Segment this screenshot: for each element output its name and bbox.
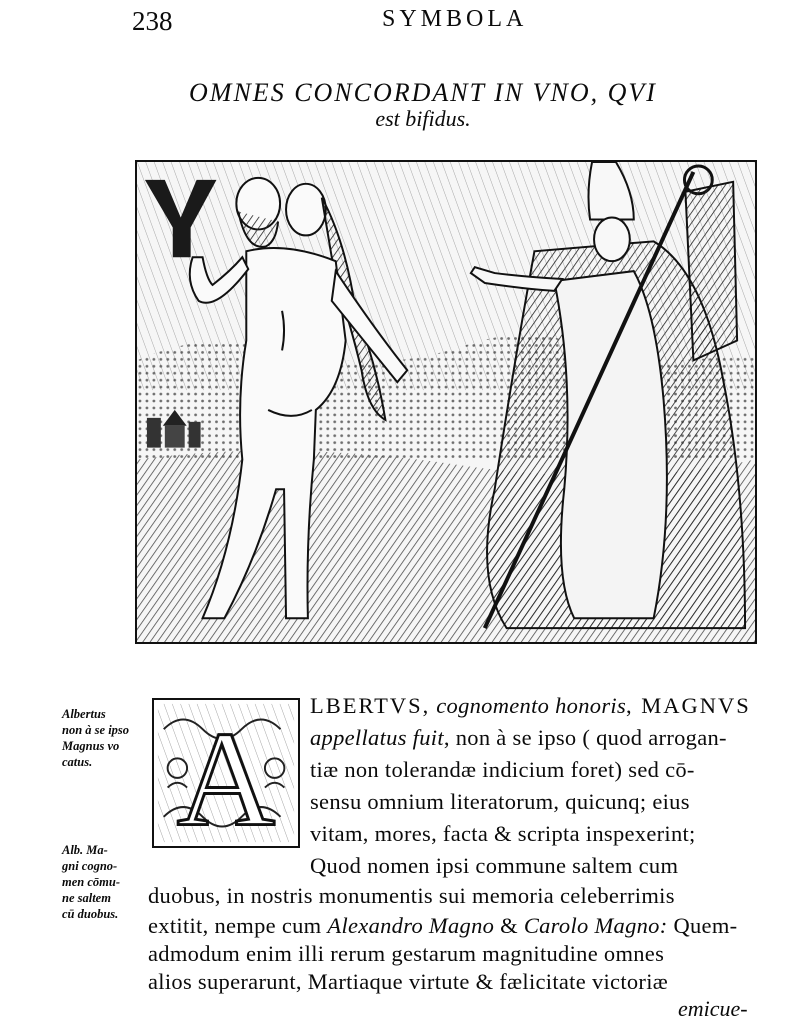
body-text-italic: appellatus fuit xyxy=(310,725,444,750)
drop-cap-letter: A xyxy=(176,704,276,846)
body-line-3: tiæ non tolerandæ indicium foret) sed cō- xyxy=(310,757,695,782)
marginal-note-line: Alb. Ma- xyxy=(62,843,108,857)
body-line-2 xyxy=(310,724,727,752)
emblem-title: OMNES CONCORDANT IN VNO, QVI xyxy=(189,78,657,107)
marginal-note-line: cū duobus. xyxy=(62,907,119,921)
body-line-5: vitam, mores, facta & scripta inspexerint; xyxy=(310,821,696,846)
marginal-note-line: catus. xyxy=(62,755,93,769)
marginal-note-cognomen xyxy=(62,842,144,922)
body-text: Quem- xyxy=(667,913,738,938)
ornamental-drop-cap xyxy=(152,698,300,848)
page-number: 238 xyxy=(132,6,173,36)
body-text-italic: Alexandro Magno xyxy=(327,913,495,938)
body-line-6: Quod nomen ipsi commune saltem cum xyxy=(310,853,679,878)
catchword: emicue- xyxy=(678,996,748,1021)
marginal-note-line: gni cogno- xyxy=(62,859,118,873)
body-line-10: alios superarunt, Martiaque virtute & fælicitate victoriæ xyxy=(148,969,669,994)
body-line-8 xyxy=(148,912,737,940)
running-head: SYMBOLA xyxy=(382,6,528,32)
marginal-note-line: Albertus xyxy=(62,707,106,721)
marginal-note-albertus xyxy=(62,706,144,770)
emblem-title-continuation: est bifidus. xyxy=(375,106,471,131)
marginal-note-line: ne saltem xyxy=(62,891,111,905)
body-text: , non à se ipso ( quod arrogan- xyxy=(443,725,727,750)
body-text-italic: Carolo Magno: xyxy=(523,913,668,938)
body-text: extitit, nempe cum xyxy=(148,913,328,938)
engraving-illustration xyxy=(137,162,755,642)
emblem-engraving xyxy=(135,160,757,644)
body-text: , MAGNVS xyxy=(626,693,751,718)
body-line-7: duobus, in nostris monumentis sui memoria celeberrimis xyxy=(148,883,675,908)
body-text: LBERTVS, xyxy=(310,693,431,718)
marginal-note-line: men cōmu- xyxy=(62,875,120,889)
body-line-9: admodum enim illi rerum gestarum magnitudine omnes xyxy=(148,941,665,966)
marginal-note-line: non à se ipso xyxy=(62,723,130,737)
marginal-note-line: Magnus vo xyxy=(62,739,120,753)
body-text-italic: cognomento honoris xyxy=(436,693,626,718)
drop-cap-ornament xyxy=(154,700,298,846)
body-text: & xyxy=(494,913,524,938)
body-line-1 xyxy=(310,692,751,720)
body-line-4: sensu omnium literatorum, quicunq; eius xyxy=(310,789,690,814)
